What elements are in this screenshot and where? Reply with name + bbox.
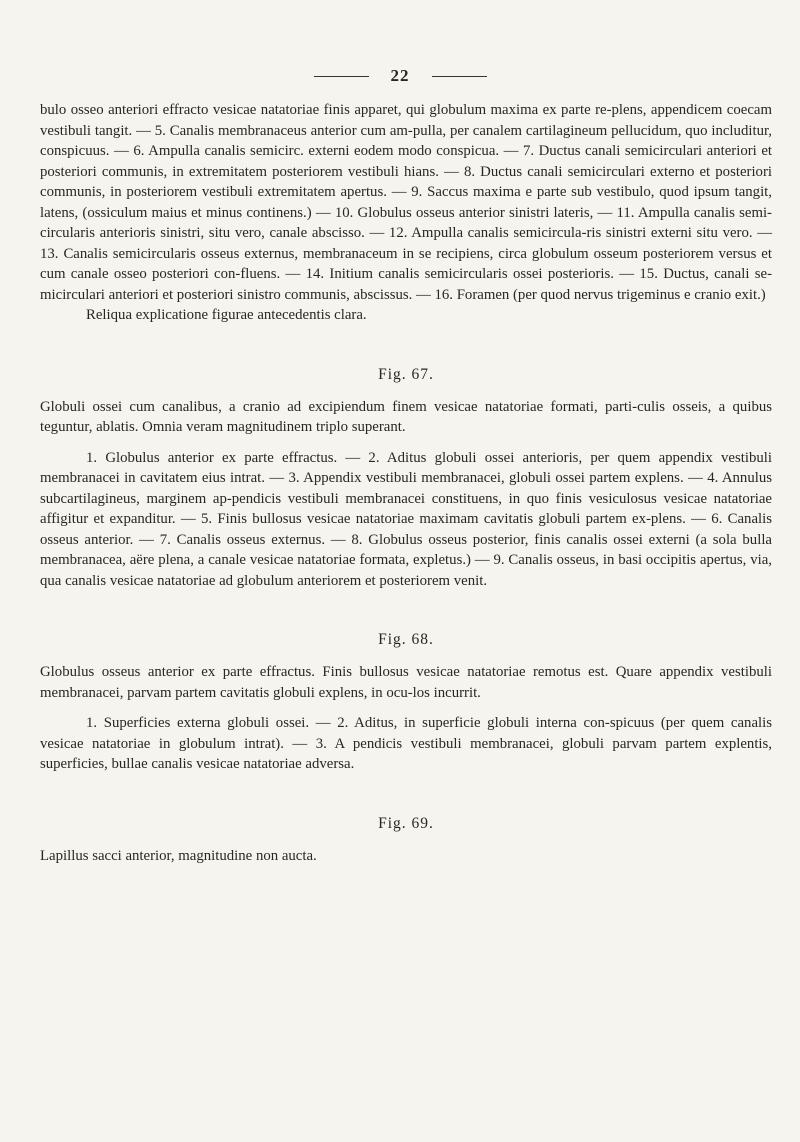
header-rule-right (432, 76, 487, 77)
fig67-legend: 1. Globulus anterior ex parte effractus. — 2. Aditus globuli ossei anterioris, per quem appendix vestibuli membranacei in cavitatem eius intrat. — 3. Appendix vestibuli membranacei, globuli ossei partem explens. — 4. Annulus subcartilagineus, marginem ap-pendicis vestibuli membranacei constituens, in quo finis vesiculosus vesicae natatoriae affigitur et expanditur. — 5. Finis bullosus vesicae natatoriae maximam cavitatis globuli partem ex-plens. — 6. Canalis osseus anterior. — 7. Canalis osseus externus. — 8. Globulus osseus posterior, finis canalis ossei externi (a sola bulla membranacea, aëre plena, a canale vesicae natatoriae formata, expletus.) — 9. Canalis osseus, in basi occipitis apertus, via, qua canalis vesicae natatoriae ad globulum anteriorem et posteriorem venit. (40, 449, 772, 589)
page-body (40, 100, 772, 866)
page-number: 22 (390, 66, 410, 85)
continuation-paragraph: bulo osseo anteriori effracto vesicae natatoriae finis apparet, qui globulum maxima ex parte re-plens, appendicem coecam vestibuli tangit. — 5. Canalis membranaceus anterior cum am-pulla, per canalem cartilagineum pellucidum, quo includitur, conspicuus. — 6. Ampulla canalis semicirc. externi eodem modo conspicua. — 7. Ductus canali semicirculari anteriori et posteriori communis, in extremitatem posteriorem vestibuli hians. — 8. Ductus canali semicirculari externo et posteriori communis, in posteriorem vestibuli extremitatem apertus. — 9. Saccus maxima e parte sub vestibulo, quod ipsum tangit, latens, (ossiculum maius et minus continens.) — 10. Globulus osseus anterior sinistri lateris, — 11. Ampulla canalis semi-circularis anterioris sinistri, situ vero, canale abscisso. — 12. Ampulla canalis semicircula-ris sinistri externi situ vero. — 13. Canalis semicircularis osseus externus, membranaceum in se recipiens, circa globulum osseum posteriorem versus et cum canale osseo posteriori con-fluens. — 14. Initium canalis semicircularis ossei posterioris. — 15. Ductus, canali se-micirculari anteriori et posteriori sinistro communis, abscissus. — 16. Foramen (per quod nervus trigeminus e cranio exit.) (40, 102, 772, 303)
header-rule-left (314, 76, 369, 77)
fig69-description: Lapillus sacci anterior, magnitudine non aucta. (40, 847, 317, 864)
fig67-description: Globuli ossei cum canalibus, a cranio ad excipiendum finem vesicae natatoriae formati, parti-culis osseis, a quibus teguntur, ablatis. Omnia veram magnitudinem triplo superant. (40, 398, 772, 435)
figure-caption-67: Fig. 67. (378, 365, 434, 383)
fig68-description: Globulus osseus anterior ex parte effractus. Finis bullosus vesicae natatoriae remotus est. Quare appendix vestibuli membranacei, parvam partem cavitatis globuli explens, in ocu-los incurrit. (40, 664, 772, 701)
page-header (0, 66, 800, 86)
fig68-legend: 1. Superficies externa globuli ossei. — 2. Aditus, in superficie globuli interna con-spicuus (per quem canalis vesicae natatoriae in globulum intrat). — 3. A pendicis vestibuli membranacei, globuli parvam partem explentis, superficies, bullae canalis vesicae natatoriae adversa. (40, 715, 772, 772)
figure-caption-69: Fig. 69. (378, 814, 434, 832)
figure-caption-68: Fig. 68. (378, 631, 434, 648)
reliqua-note: Reliqua explicatione figurae antecedentis clara. (86, 307, 367, 323)
